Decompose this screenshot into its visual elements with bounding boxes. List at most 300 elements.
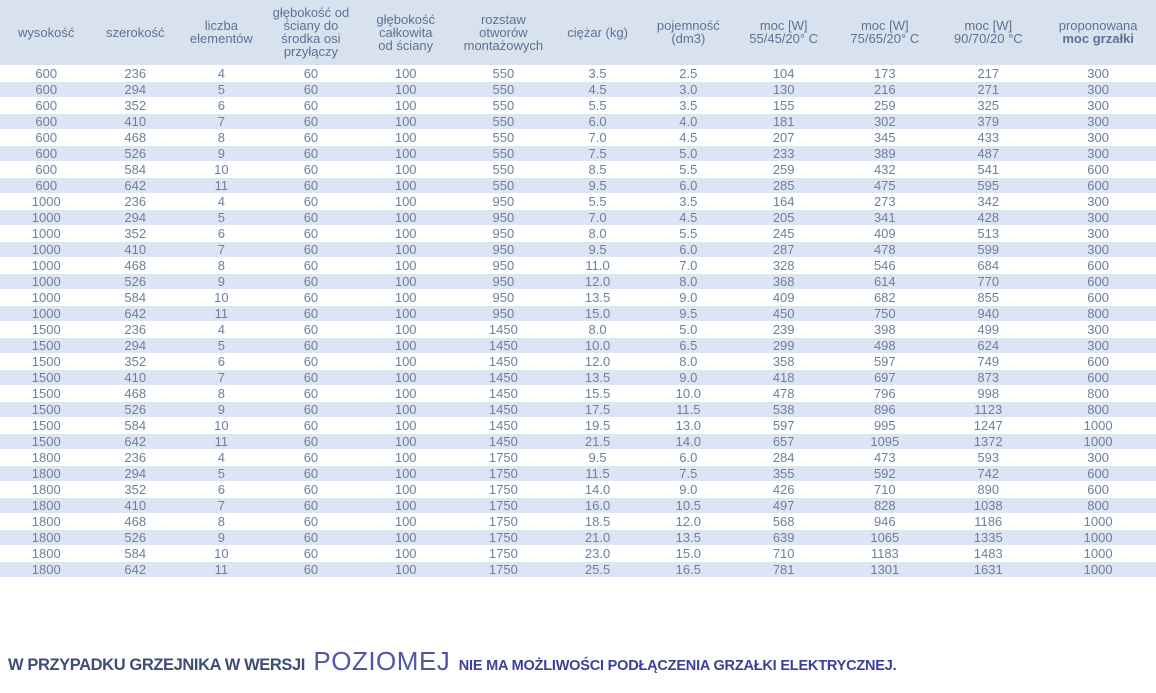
table-row xyxy=(0,530,1156,546)
table-cell: 950 xyxy=(454,274,552,290)
table-cell: 7 xyxy=(178,370,265,386)
table-cell: 550 xyxy=(454,66,552,82)
table-cell: 60 xyxy=(265,162,357,178)
table-cell: 16.0 xyxy=(553,498,643,514)
table-cell: 60 xyxy=(265,98,357,114)
table-cell: 300 xyxy=(1040,338,1156,354)
table-cell: 236 xyxy=(92,194,178,210)
table-cell: 1500 xyxy=(0,338,92,354)
table-cell: 1483 xyxy=(936,546,1040,562)
table-cell: 4.0 xyxy=(643,114,734,130)
table-cell: 468 xyxy=(92,386,178,402)
table-cell: 60 xyxy=(265,514,357,530)
table-cell: 770 xyxy=(936,274,1040,290)
table-cell: 60 xyxy=(265,82,357,98)
table-cell: 600 xyxy=(0,146,92,162)
table-cell: 600 xyxy=(0,162,92,178)
table-cell: 60 xyxy=(265,178,357,194)
table-cell: 300 xyxy=(1040,322,1156,338)
table-cell: 600 xyxy=(0,98,92,114)
table-cell: 3.5 xyxy=(643,194,734,210)
table-row xyxy=(0,466,1156,482)
table-cell: 284 xyxy=(734,450,833,466)
table-cell: 697 xyxy=(833,370,936,386)
note-highlight: POZIOMEJ xyxy=(313,646,451,676)
table-cell: 550 xyxy=(454,114,552,130)
table-cell: 1750 xyxy=(454,562,552,578)
table-row xyxy=(0,514,1156,530)
table-cell: 236 xyxy=(92,450,178,466)
table-cell: 25.5 xyxy=(553,562,643,578)
table-cell: 60 xyxy=(265,418,357,434)
table-cell: 11.5 xyxy=(643,402,734,418)
column-header-wysokosc: wysokość xyxy=(0,0,92,66)
table-cell: 1800 xyxy=(0,514,92,530)
table-cell: 600 xyxy=(1040,178,1156,194)
table-cell: 164 xyxy=(734,194,833,210)
table-cell: 100 xyxy=(357,498,454,514)
table-cell: 5.5 xyxy=(553,194,643,210)
table-row xyxy=(0,322,1156,338)
table-cell: 450 xyxy=(734,306,833,322)
table-cell: 100 xyxy=(357,418,454,434)
table-cell: 750 xyxy=(833,306,936,322)
table-cell: 100 xyxy=(357,114,454,130)
table-cell: 60 xyxy=(265,386,357,402)
table-cell: 100 xyxy=(357,338,454,354)
table-cell: 100 xyxy=(357,226,454,242)
table-cell: 60 xyxy=(265,146,357,162)
table-cell: 541 xyxy=(936,162,1040,178)
table-cell: 216 xyxy=(833,82,936,98)
table-cell: 499 xyxy=(936,322,1040,338)
table-cell: 11 xyxy=(178,306,265,322)
table-cell: 1500 xyxy=(0,418,92,434)
table-cell: 302 xyxy=(833,114,936,130)
table-cell: 478 xyxy=(734,386,833,402)
table-cell: 60 xyxy=(265,242,357,258)
table-cell: 513 xyxy=(936,226,1040,242)
table-cell: 181 xyxy=(734,114,833,130)
table-cell: 7.5 xyxy=(553,146,643,162)
table-cell: 600 xyxy=(1040,162,1156,178)
table-cell: 1095 xyxy=(833,434,936,450)
table-cell: 3.5 xyxy=(643,98,734,114)
table-cell: 60 xyxy=(265,114,357,130)
table-cell: 60 xyxy=(265,450,357,466)
table-cell: 13.5 xyxy=(643,530,734,546)
table-cell: 379 xyxy=(936,114,1040,130)
table-cell: 1750 xyxy=(454,498,552,514)
table-cell: 2.5 xyxy=(643,66,734,82)
table-cell: 800 xyxy=(1040,498,1156,514)
table-cell: 8.0 xyxy=(643,354,734,370)
table-cell: 1000 xyxy=(0,306,92,322)
table-cell: 600 xyxy=(1040,274,1156,290)
table-cell: 100 xyxy=(357,466,454,482)
table-cell: 5.5 xyxy=(643,162,734,178)
table-cell: 600 xyxy=(1040,258,1156,274)
table-cell: 1000 xyxy=(0,258,92,274)
table-cell: 9 xyxy=(178,530,265,546)
table-cell: 342 xyxy=(936,194,1040,210)
table-cell: 1000 xyxy=(1040,434,1156,450)
table-cell: 1000 xyxy=(1040,562,1156,578)
table-cell: 796 xyxy=(833,386,936,402)
table-cell: 950 xyxy=(454,226,552,242)
table-cell: 1335 xyxy=(936,530,1040,546)
table-cell: 325 xyxy=(936,98,1040,114)
table-cell: 300 xyxy=(1040,66,1156,82)
table-cell: 8.0 xyxy=(643,274,734,290)
table-cell: 100 xyxy=(357,258,454,274)
table-cell: 19.5 xyxy=(553,418,643,434)
table-cell: 100 xyxy=(357,482,454,498)
table-cell: 100 xyxy=(357,130,454,146)
table-cell: 890 xyxy=(936,482,1040,498)
table-cell: 600 xyxy=(0,178,92,194)
table-cell: 6.5 xyxy=(643,338,734,354)
table-cell: 1450 xyxy=(454,370,552,386)
table-cell: 538 xyxy=(734,402,833,418)
table-cell: 300 xyxy=(1040,130,1156,146)
table-cell: 11.0 xyxy=(553,258,643,274)
table-cell: 409 xyxy=(833,226,936,242)
table-cell: 6.0 xyxy=(553,114,643,130)
table-row xyxy=(0,242,1156,258)
table-body xyxy=(0,66,1156,578)
table-cell: 950 xyxy=(454,258,552,274)
table-cell: 130 xyxy=(734,82,833,98)
table-cell: 526 xyxy=(92,274,178,290)
table-cell: 526 xyxy=(92,146,178,162)
table-cell: 352 xyxy=(92,354,178,370)
table-cell: 8 xyxy=(178,258,265,274)
table-row xyxy=(0,562,1156,578)
table-cell: 300 xyxy=(1040,210,1156,226)
footer-note xyxy=(8,646,896,677)
table-cell: 7.0 xyxy=(553,130,643,146)
table-cell: 236 xyxy=(92,322,178,338)
table-cell: 11 xyxy=(178,562,265,578)
table-cell: 7 xyxy=(178,114,265,130)
table-row xyxy=(0,354,1156,370)
table-cell: 4.5 xyxy=(643,210,734,226)
table-row xyxy=(0,370,1156,386)
column-header-pojemnosc-dm3: pojemność (dm3) xyxy=(643,0,734,66)
table-cell: 642 xyxy=(92,178,178,194)
table-cell: 60 xyxy=(265,530,357,546)
table-cell: 584 xyxy=(92,546,178,562)
table-cell: 12.0 xyxy=(553,354,643,370)
table-cell: 100 xyxy=(357,194,454,210)
table-cell: 13.5 xyxy=(553,290,643,306)
table-cell: 1500 xyxy=(0,370,92,386)
table-cell: 16.5 xyxy=(643,562,734,578)
table-cell: 478 xyxy=(833,242,936,258)
table-cell: 14.0 xyxy=(643,434,734,450)
table-cell: 950 xyxy=(454,194,552,210)
table-cell: 418 xyxy=(734,370,833,386)
table-cell: 100 xyxy=(357,162,454,178)
table-cell: 1750 xyxy=(454,530,552,546)
table-cell: 1450 xyxy=(454,338,552,354)
table-cell: 9.0 xyxy=(643,290,734,306)
table-cell: 584 xyxy=(92,290,178,306)
table-cell: 7.0 xyxy=(643,258,734,274)
column-header-rozstaw-otworow-montazowych: rozstaw otworów montażowych xyxy=(454,0,552,66)
note-prefix: W PRZYPADKU GRZEJNIKA W WERSJI xyxy=(8,656,305,674)
table-cell: 410 xyxy=(92,370,178,386)
table-cell: 15.0 xyxy=(553,306,643,322)
table-cell: 950 xyxy=(454,210,552,226)
table-cell: 245 xyxy=(734,226,833,242)
table-cell: 497 xyxy=(734,498,833,514)
table-cell: 60 xyxy=(265,498,357,514)
table-cell: 1750 xyxy=(454,466,552,482)
table-cell: 23.0 xyxy=(553,546,643,562)
table-cell: 642 xyxy=(92,434,178,450)
table-cell: 432 xyxy=(833,162,936,178)
table-cell: 8.0 xyxy=(553,226,643,242)
table-cell: 1000 xyxy=(1040,546,1156,562)
table-cell: 1038 xyxy=(936,498,1040,514)
table-cell: 60 xyxy=(265,130,357,146)
table-cell: 5 xyxy=(178,82,265,98)
table-cell: 1800 xyxy=(0,546,92,562)
table-cell: 526 xyxy=(92,530,178,546)
table-cell: 7 xyxy=(178,242,265,258)
table-cell: 60 xyxy=(265,354,357,370)
table-row xyxy=(0,114,1156,130)
table-cell: 60 xyxy=(265,290,357,306)
column-header-glebokosc-od-sciany-do-srodka-osi-przylaczy: głębokość od ściany do środka osi przyłączy xyxy=(265,0,357,66)
table-cell: 100 xyxy=(357,82,454,98)
table-cell: 710 xyxy=(833,482,936,498)
table-cell: 294 xyxy=(92,466,178,482)
table-cell: 100 xyxy=(357,98,454,114)
table-cell: 10 xyxy=(178,418,265,434)
table-cell: 7.0 xyxy=(553,210,643,226)
table-cell: 100 xyxy=(357,306,454,322)
table-cell: 300 xyxy=(1040,226,1156,242)
table-cell: 1450 xyxy=(454,322,552,338)
table-cell: 7 xyxy=(178,498,265,514)
table-cell: 60 xyxy=(265,370,357,386)
table-cell: 100 xyxy=(357,370,454,386)
table-cell: 100 xyxy=(357,434,454,450)
table-cell: 100 xyxy=(357,242,454,258)
table-cell: 173 xyxy=(833,66,936,82)
table-row xyxy=(0,338,1156,354)
table-cell: 584 xyxy=(92,162,178,178)
table-cell: 9.5 xyxy=(553,450,643,466)
table-cell: 11 xyxy=(178,178,265,194)
table-cell: 300 xyxy=(1040,194,1156,210)
table-cell: 1000 xyxy=(1040,530,1156,546)
table-row xyxy=(0,98,1156,114)
table-cell: 100 xyxy=(357,514,454,530)
table-cell: 60 xyxy=(265,66,357,82)
table-cell: 749 xyxy=(936,354,1040,370)
table-cell: 1186 xyxy=(936,514,1040,530)
table-cell: 60 xyxy=(265,338,357,354)
table-cell: 1000 xyxy=(0,210,92,226)
table-cell: 10 xyxy=(178,290,265,306)
table-cell: 568 xyxy=(734,514,833,530)
table-cell: 1800 xyxy=(0,530,92,546)
table-cell: 624 xyxy=(936,338,1040,354)
table-cell: 6 xyxy=(178,354,265,370)
table-cell: 433 xyxy=(936,130,1040,146)
table-cell: 155 xyxy=(734,98,833,114)
table-cell: 100 xyxy=(357,178,454,194)
table-cell: 8.0 xyxy=(553,322,643,338)
table-cell: 100 xyxy=(357,562,454,578)
table-cell: 600 xyxy=(1040,354,1156,370)
table-cell: 1750 xyxy=(454,546,552,562)
table-cell: 259 xyxy=(833,98,936,114)
table-cell: 1301 xyxy=(833,562,936,578)
table-cell: 487 xyxy=(936,146,1040,162)
table-cell: 3.0 xyxy=(643,82,734,98)
table-cell: 11.5 xyxy=(553,466,643,482)
table-cell: 233 xyxy=(734,146,833,162)
table-cell: 300 xyxy=(1040,82,1156,98)
table-cell: 614 xyxy=(833,274,936,290)
table-cell: 600 xyxy=(0,82,92,98)
table-cell: 546 xyxy=(833,258,936,274)
table-cell: 410 xyxy=(92,498,178,514)
table-cell: 5 xyxy=(178,338,265,354)
table-row xyxy=(0,130,1156,146)
table-cell: 998 xyxy=(936,386,1040,402)
table-cell: 299 xyxy=(734,338,833,354)
table-row xyxy=(0,162,1156,178)
table-cell: 599 xyxy=(936,242,1040,258)
table-cell: 100 xyxy=(357,210,454,226)
table-cell: 468 xyxy=(92,258,178,274)
table-row xyxy=(0,226,1156,242)
table-cell: 100 xyxy=(357,274,454,290)
table-cell: 205 xyxy=(734,210,833,226)
table-cell: 550 xyxy=(454,130,552,146)
table-cell: 100 xyxy=(357,66,454,82)
table-cell: 600 xyxy=(1040,466,1156,482)
table-cell: 7.5 xyxy=(643,466,734,482)
table-cell: 855 xyxy=(936,290,1040,306)
table-cell: 498 xyxy=(833,338,936,354)
table-row xyxy=(0,434,1156,450)
table-cell: 207 xyxy=(734,130,833,146)
column-header-moc-w-55-45-20c: moc [W] 55/45/20° C xyxy=(734,0,833,66)
column-header-glebokosc-calkowita-od-sciany: głębokość całkowita od ściany xyxy=(357,0,454,66)
table-cell: 5.0 xyxy=(643,146,734,162)
table-cell: 550 xyxy=(454,178,552,194)
table-cell: 294 xyxy=(92,82,178,98)
column-header-moc-w-75-65-20c: moc [W] 75/65/20° C xyxy=(833,0,936,66)
table-row xyxy=(0,450,1156,466)
table-cell: 17.5 xyxy=(553,402,643,418)
table-row xyxy=(0,498,1156,514)
table-cell: 358 xyxy=(734,354,833,370)
table-cell: 6.0 xyxy=(643,178,734,194)
table-cell: 1000 xyxy=(1040,514,1156,530)
table-cell: 682 xyxy=(833,290,936,306)
table-cell: 4 xyxy=(178,450,265,466)
table-cell: 10.0 xyxy=(643,386,734,402)
table-cell: 6 xyxy=(178,226,265,242)
table-cell: 104 xyxy=(734,66,833,82)
table-cell: 328 xyxy=(734,258,833,274)
table-row xyxy=(0,386,1156,402)
table-cell: 100 xyxy=(357,354,454,370)
table-cell: 13.5 xyxy=(553,370,643,386)
table-cell: 781 xyxy=(734,562,833,578)
table-cell: 1750 xyxy=(454,482,552,498)
table-cell: 8.5 xyxy=(553,162,643,178)
table-cell: 12.0 xyxy=(553,274,643,290)
table-cell: 828 xyxy=(833,498,936,514)
table-row xyxy=(0,146,1156,162)
table-cell: 6.0 xyxy=(643,242,734,258)
table-cell: 239 xyxy=(734,322,833,338)
table-cell: 60 xyxy=(265,226,357,242)
table-row xyxy=(0,546,1156,562)
table-cell: 475 xyxy=(833,178,936,194)
table-cell: 950 xyxy=(454,306,552,322)
table-row xyxy=(0,402,1156,418)
table-row xyxy=(0,82,1156,98)
table-cell: 550 xyxy=(454,98,552,114)
table-cell: 600 xyxy=(0,66,92,82)
table-cell: 1750 xyxy=(454,514,552,530)
table-cell: 368 xyxy=(734,274,833,290)
note-suffix: NIE MA MOŻLIWOŚCI PODŁĄCZENIA GRZAŁKI ELEKTRYCZNEJ. xyxy=(458,658,897,674)
table-cell: 5 xyxy=(178,210,265,226)
table-cell: 300 xyxy=(1040,98,1156,114)
table-cell: 600 xyxy=(1040,482,1156,498)
table-cell: 100 xyxy=(357,402,454,418)
table-cell: 600 xyxy=(1040,370,1156,386)
table-cell: 5 xyxy=(178,466,265,482)
table-row xyxy=(0,210,1156,226)
table-cell: 410 xyxy=(92,242,178,258)
table-cell: 9.5 xyxy=(643,306,734,322)
table-cell: 60 xyxy=(265,434,357,450)
column-header-ciezar-kg: ciężar (kg) xyxy=(553,0,643,66)
table-row xyxy=(0,66,1156,82)
table-cell: 341 xyxy=(833,210,936,226)
column-header-proponowana-moc-grzalki: proponowana moc grzałki xyxy=(1040,0,1156,66)
table-cell: 800 xyxy=(1040,386,1156,402)
table-cell: 217 xyxy=(936,66,1040,82)
table-cell: 352 xyxy=(92,482,178,498)
table-cell: 9.0 xyxy=(643,482,734,498)
table-cell: 1631 xyxy=(936,562,1040,578)
table-cell: 9 xyxy=(178,402,265,418)
table-cell: 800 xyxy=(1040,402,1156,418)
table-header xyxy=(0,0,1156,66)
table-cell: 1500 xyxy=(0,402,92,418)
table-cell: 5.5 xyxy=(553,98,643,114)
header-row xyxy=(0,0,1156,66)
table-cell: 1000 xyxy=(0,290,92,306)
table-row xyxy=(0,274,1156,290)
table-cell: 9.5 xyxy=(553,178,643,194)
table-cell: 100 xyxy=(357,290,454,306)
table-cell: 473 xyxy=(833,450,936,466)
